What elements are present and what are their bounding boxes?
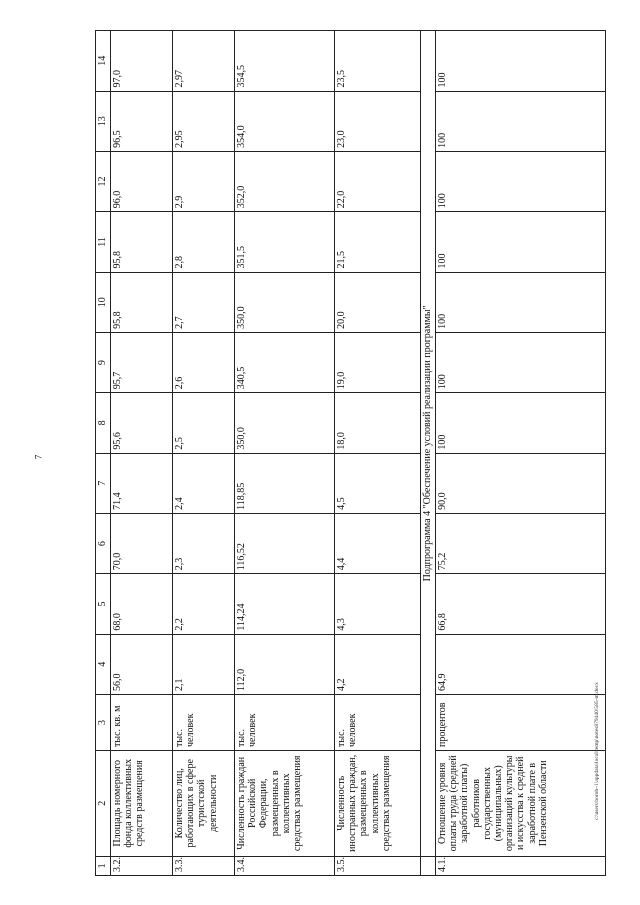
value-cell: 4,2 (335, 634, 421, 694)
value-cell: 118,85 (235, 453, 335, 513)
row-name: Численность граждан Российской Федерации, размещенных в коллективных средствах размещения (235, 750, 335, 856)
value-cell: 95,8 (111, 272, 173, 332)
value-cell: 2,9 (173, 151, 235, 211)
row-id: 3.5. (335, 856, 421, 875)
value-cell: 2,6 (173, 332, 235, 392)
value-cell: 95,8 (111, 212, 173, 272)
value-cell: 351,5 (235, 212, 335, 272)
value-cell: 56,0 (111, 634, 173, 694)
value-cell: 100 (436, 31, 606, 92)
subprogram-title: Подпрограмма 4 "Обеспечение условий реализации программы" (421, 31, 436, 857)
value-cell: 96,0 (111, 151, 173, 211)
value-cell: 100 (436, 91, 606, 151)
header-cell: 4 (96, 634, 111, 694)
row-unit: тыс. человек (173, 694, 235, 750)
header-cell: 6 (96, 513, 111, 573)
value-cell: 4,4 (335, 513, 421, 573)
value-cell: 354,5 (235, 31, 335, 92)
value-cell: 340,5 (235, 332, 335, 392)
value-cell: 23,0 (335, 91, 421, 151)
row-unit: тыс. кв. м (111, 694, 173, 750)
value-cell: 2,7 (173, 272, 235, 332)
value-cell: 90,0 (436, 453, 606, 513)
row-unit: процентов (436, 694, 606, 750)
row-name: Площадь номерного фонда коллективных средств размещения (111, 750, 173, 856)
row-id: 3.4. (235, 856, 335, 875)
file-path-footer: c:\users\boroh~1\appdata\local\temp\notes879440\585-m.docx (594, 682, 600, 820)
value-cell: 64,9 (436, 634, 606, 694)
header-cell: 7 (96, 453, 111, 513)
row-id: 3.2. (111, 856, 173, 875)
value-cell: 71,4 (111, 453, 173, 513)
value-cell: 19,0 (335, 332, 421, 392)
value-cell: 20,0 (335, 272, 421, 332)
value-cell: 350,0 (235, 393, 335, 453)
value-cell: 354,0 (235, 91, 335, 151)
row-name: Количество лиц, работающих в сфере туристской деятельности (173, 750, 235, 856)
header-cell: 13 (96, 91, 111, 151)
value-cell: 2,5 (173, 393, 235, 453)
row-name: Отношение уровня оплаты труда (средней заработной платы) работников государственных (муниципальных) организаций культуры и искусства к средней заработной плате в Пензенской области (436, 750, 606, 856)
value-cell: 4,3 (335, 574, 421, 634)
value-cell: 116,52 (235, 513, 335, 573)
subprogram-spacer (421, 856, 436, 875)
page-number: 7 (33, 454, 44, 460)
value-cell: 21,5 (335, 212, 421, 272)
value-cell: 2,95 (173, 91, 235, 151)
value-cell: 2,4 (173, 453, 235, 513)
value-cell: 23,5 (335, 31, 421, 92)
header-cell: 11 (96, 212, 111, 272)
row-name: Численность иностранных граждан, размещенных в коллективных средствах размещения (335, 750, 421, 856)
header-cell: 14 (96, 31, 111, 92)
header-cell: 2 (96, 750, 111, 856)
value-cell: 75,2 (436, 513, 606, 573)
header-cell: 1 (96, 856, 111, 875)
row-id: 4.1. (436, 856, 606, 875)
header-cell: 12 (96, 151, 111, 211)
value-cell: 95,7 (111, 332, 173, 392)
header-cell: 10 (96, 272, 111, 332)
value-cell: 352,0 (235, 151, 335, 211)
value-cell: 2,8 (173, 212, 235, 272)
value-cell: 95,6 (111, 393, 173, 453)
rotated-table-container (95, 30, 609, 876)
value-cell: 100 (436, 212, 606, 272)
value-cell: 100 (436, 393, 606, 453)
value-cell: 18,0 (335, 393, 421, 453)
value-cell: 22,0 (335, 151, 421, 211)
value-cell: 2,3 (173, 513, 235, 573)
table-row (173, 31, 235, 876)
table-row (235, 31, 335, 876)
value-cell: 2,1 (173, 634, 235, 694)
value-cell: 2,97 (173, 31, 235, 92)
value-cell: 100 (436, 151, 606, 211)
value-cell: 100 (436, 272, 606, 332)
column-number-row (96, 31, 111, 876)
subprogram-row (421, 31, 436, 876)
row-unit: тыс. человек (235, 694, 335, 750)
value-cell: 350,0 (235, 272, 335, 332)
table-row (111, 31, 173, 876)
value-cell: 66,8 (436, 574, 606, 634)
value-cell: 114,24 (235, 574, 335, 634)
header-cell: 9 (96, 332, 111, 392)
value-cell: 2,2 (173, 574, 235, 634)
header-cell: 5 (96, 574, 111, 634)
table-row (335, 31, 421, 876)
value-cell: 96,5 (111, 91, 173, 151)
row-unit: тыс. человек (335, 694, 421, 750)
value-cell: 97,0 (111, 31, 173, 92)
header-cell: 8 (96, 393, 111, 453)
value-cell: 70,0 (111, 513, 173, 573)
row-id: 3.3. (173, 856, 235, 875)
value-cell: 112,0 (235, 634, 335, 694)
indicators-table (95, 30, 606, 876)
value-cell: 4,5 (335, 453, 421, 513)
value-cell: 68,0 (111, 574, 173, 634)
value-cell: 100 (436, 332, 606, 392)
table-row (436, 31, 606, 876)
header-cell: 3 (96, 694, 111, 750)
